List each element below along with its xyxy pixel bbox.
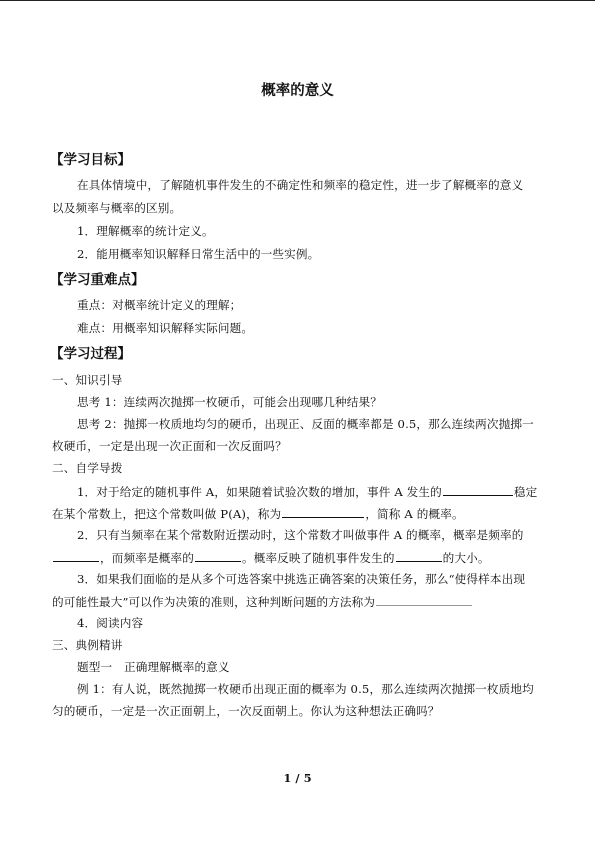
think-2-line1: 思考 2：抛掷一枚质地均匀的硬币，出现正、反面的概率都是 0.5，那么连续两次抛掷一 [77,417,534,431]
page-title: 概率的意义 [261,83,334,99]
keypoints-difficulty: 难点：用概率知识解释实际问题。 [77,321,254,335]
section-heading-goals: 【学习目标】 [50,152,131,168]
blank-1[interactable] [443,483,513,496]
keypoints-key: 重点：对概率统计定义的理解； [77,298,242,312]
question-1-line1 [77,483,537,500]
question-3-line2 [52,593,473,610]
goals-item-2: 2．能用概率知识解释日常生活中的一些实例。 [77,247,320,261]
goals-intro-line2: 以及频率与概率的区别。 [52,201,182,215]
blank-4[interactable] [195,549,241,562]
blank-6[interactable] [376,593,472,606]
question-4: 4．阅读内容 [77,616,144,630]
question-3-line1: 3．如果我们面临的是从多个可选答案中挑选正确答案的决策任务，那么“使得样本出现 [77,572,526,586]
think-2-line2: 枚硬币，一定是出现一次正面和一次反面吗？ [52,439,287,453]
part1-title: 一、知识引导 [52,373,123,387]
goals-intro-line1: 在具体情境中，了解随机事件发生的不确定性和频率的稳定性，进一步了解概率的意义 [77,178,524,192]
question-2-text-c: 的大小。 [442,551,490,565]
question-2-line2 [52,549,490,566]
question-1-text-a: 1．对于给定的随机事件 A，如果随着试验次数的增加，事件 A 发生的 [77,485,442,499]
question-2-line1: 2．只有当频率在某个常数附近摆动时，这个常数才叫做事件 A 的概率，概率是频率的 [77,528,524,542]
question-1-text-b: 稳定 [513,485,538,499]
question-1-line2 [52,505,464,522]
think-1: 思考 1：连续两次抛掷一枚硬币，可能会出现哪几种结果？ [77,395,382,409]
question-1-text-c: 在某个常数上，把这个常数叫做 P(A)，称为 [52,507,282,521]
page-number: 1 / 5 [283,771,312,785]
blank-3[interactable] [53,549,99,562]
question-2-text-a: ，而频率是概率的 [100,551,194,565]
section-heading-keypoints: 【学习重难点】 [50,272,145,288]
blank-2[interactable] [282,505,364,518]
section-heading-process: 【学习过程】 [50,346,131,362]
question-3-text: 的可能性最大”可以作为决策的准则，这种判断问题的方法称为 [52,595,376,609]
example-1-line1: 例 1：有人说，既然抛掷一枚硬币出现正面的概率为 0.5，那么连续两次抛掷一枚质地均 [77,682,534,696]
part2-title: 二、自学导拨 [52,461,123,475]
type-1-title: 题型一 正确理解概率的意义 [77,660,230,674]
goals-item-1: 1．理解概率的统计定义。 [77,224,214,238]
example-1-line2: 匀的硬币，一定是一次正面朝上，一次反面朝上。你认为这种想法正确吗？ [52,704,440,718]
blank-5[interactable] [396,549,442,562]
part3-title: 三、典例精讲 [52,638,123,652]
question-2-text-b: 。概率反映了随机事件发生的 [241,551,395,565]
question-1-text-d: ，简称 A 的概率。 [365,507,464,521]
